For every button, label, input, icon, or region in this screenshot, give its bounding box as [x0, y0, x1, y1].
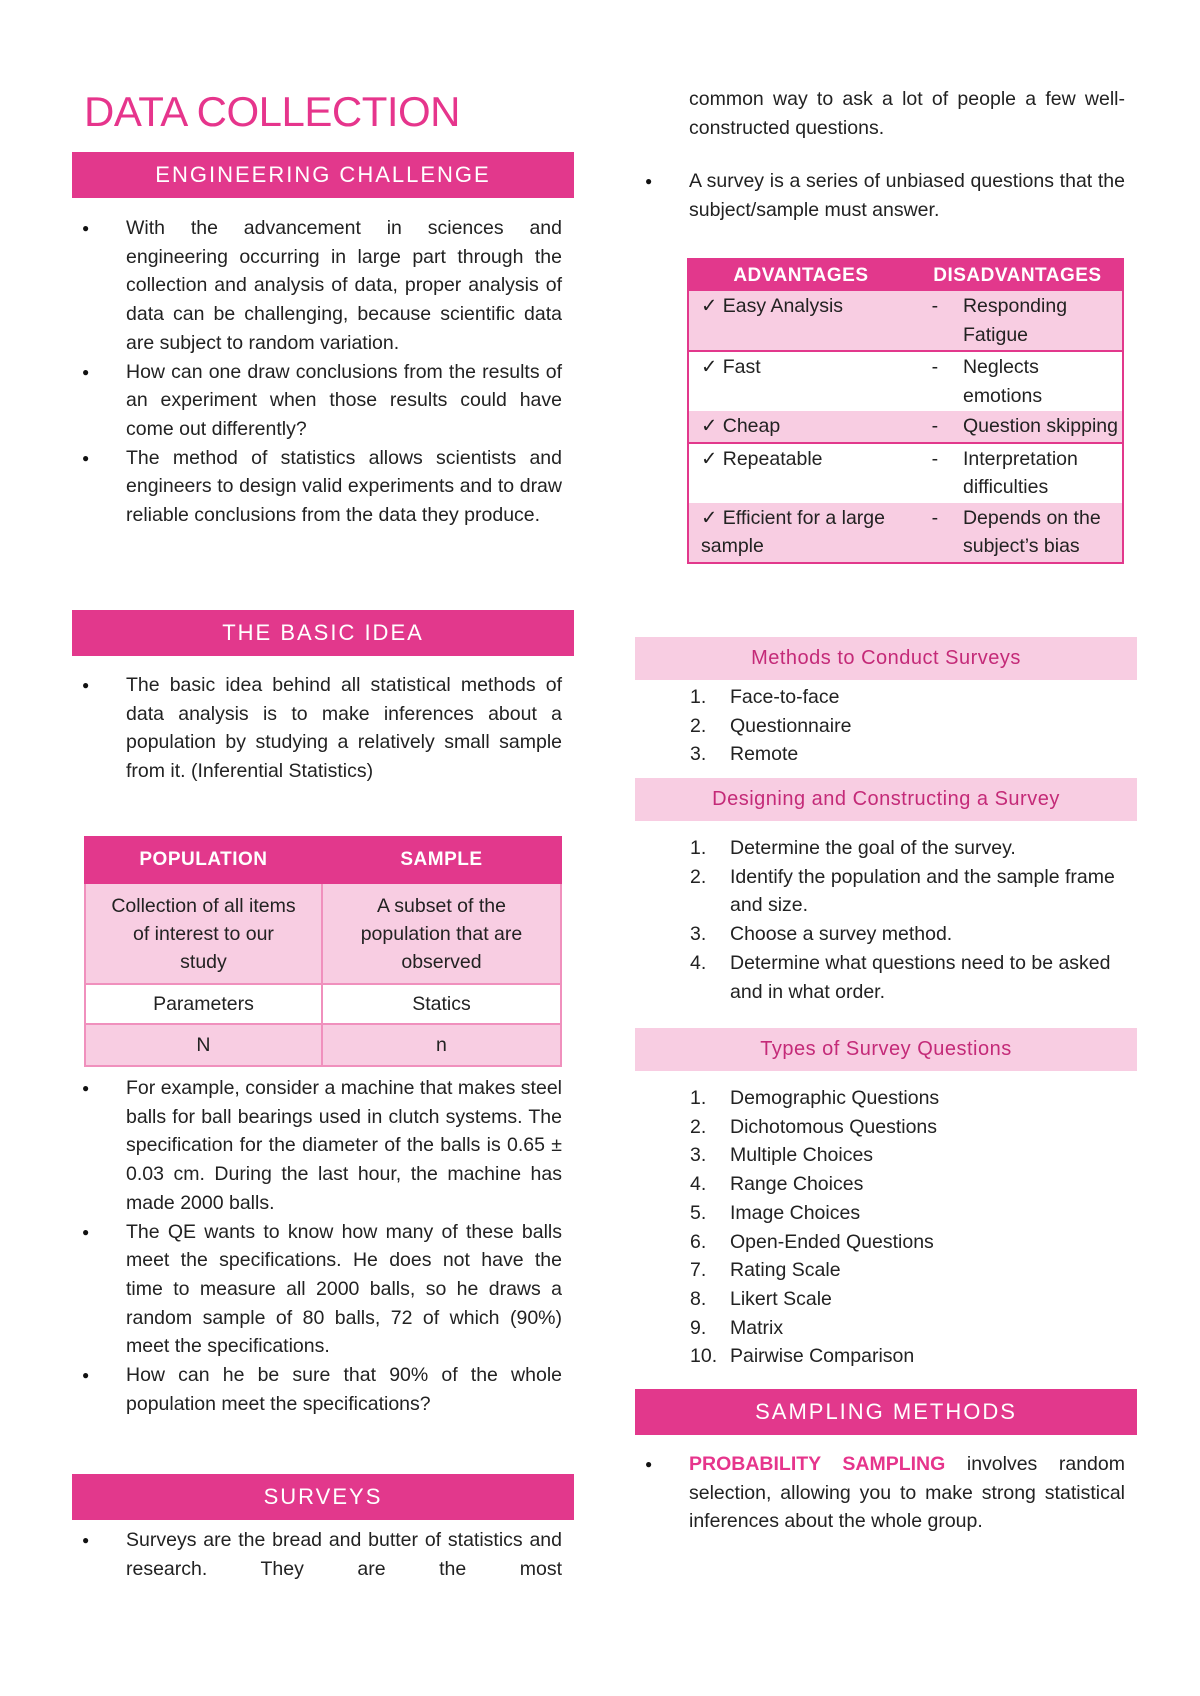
section-heading-surveys: SURVEYS: [72, 1474, 574, 1520]
list-item: 1. Demographic Questions: [690, 1087, 940, 1109]
list-item: 3. Choose a survey method.: [690, 923, 953, 946]
list-item: ● The QE wants to know how many of these balls meet the specifications. He does not have the time to measure all 2000 balls, so he draws a random sample of 80 balls, 72 of which (90%) meet the specifications.: [72, 1218, 562, 1362]
subheading-designing: Designing and Constructing a Survey: [635, 778, 1137, 821]
list-item-text: Image Choices: [730, 1201, 861, 1224]
table-row: [85, 883, 561, 984]
list-item-text: Multiple Choices: [730, 1144, 874, 1167]
list-item-text: Remote: [730, 743, 799, 766]
table-cell: Collection of all items of interest to our study: [85, 883, 322, 984]
dash-cell: -: [913, 411, 957, 443]
basic-idea-example-list: [72, 1074, 562, 1418]
table-row: [688, 443, 1123, 503]
disadvantage-cell: Question skipping: [957, 411, 1123, 443]
list-item: ● The basic idea behind all statistical methods of data analysis is to make inferences about a population by studying a relatively small sample from it. (Inferential Statistics): [72, 671, 562, 786]
list-item: 2. Dichotomous Questions: [690, 1115, 938, 1138]
types-list: [635, 1084, 1137, 1371]
list-item-text: Face-to-face: [730, 686, 840, 708]
subheading-methods: Methods to Conduct Surveys: [635, 637, 1137, 680]
subheading-types: Types of Survey Questions: [635, 1028, 1137, 1071]
disadvantage-cell: Interpretation difficulties: [957, 443, 1123, 503]
advantage-cell: ✓ Efficient for a large sample: [688, 503, 913, 563]
list-item-text: Demographic Questions: [730, 1087, 940, 1109]
table-row: [688, 503, 1123, 563]
list-item: [635, 1450, 1125, 1536]
list-item: 3. Multiple Choices: [690, 1144, 874, 1167]
advantage-cell: ✓ Easy Analysis: [688, 291, 913, 351]
probability-sampling-highlight: PROBABILITY SAMPLING: [689, 1453, 946, 1475]
list-item: 9. Matrix: [690, 1316, 784, 1339]
list-item-text: Range Choices: [730, 1173, 864, 1196]
list-item: 4. Determine what questions need to be asked and in what order.: [690, 951, 1111, 1003]
population-sample-table: [84, 836, 562, 1067]
list-item: ● A survey is a series of unbiased questions that the subject/sample must answer.: [635, 167, 1125, 224]
dash-cell: -: [913, 291, 957, 351]
dash-cell: -: [913, 351, 957, 411]
list-item: ● How can one draw conclusions from the results of an experiment when those results could have come out differently?: [72, 358, 562, 444]
advantages-disadvantages-table: [687, 258, 1124, 564]
section-heading-engineering-challenge: ENGINEERING CHALLENGE: [72, 152, 574, 198]
table-cell: Statics: [322, 984, 561, 1024]
advantage-cell: ✓ Fast: [688, 351, 913, 411]
list-item-text: Matrix: [730, 1316, 784, 1339]
list-item: 1. Determine the goal of the survey.: [690, 837, 1016, 859]
table-cell: n: [322, 1024, 561, 1066]
list-item: 6. Open-Ended Questions: [690, 1230, 934, 1253]
table-row: [688, 291, 1123, 351]
list-item-text: Choose a survey method.: [730, 923, 953, 946]
advantage-cell: ✓ Cheap: [688, 411, 913, 443]
list-item: ● For example, consider a machine that makes steel balls for ball bearings used in clutch systems. The specification for the diameter of the balls is 0.65 ± 0.03 cm. During the last hour, the machine has made 2000 balls.: [72, 1074, 562, 1218]
list-item: 5. Image Choices: [690, 1201, 861, 1224]
list-item-text: Questionnaire: [730, 714, 852, 737]
designing-list: [635, 834, 1133, 1006]
list-item-text: Determine what questions need to be asked and in what order.: [730, 951, 1111, 1003]
section-heading-sampling-methods: SAMPLING METHODS: [635, 1389, 1137, 1435]
dash-cell: -: [913, 443, 957, 503]
list-item-text: Pairwise Comparison: [730, 1345, 915, 1368]
disadvantage-cell: Neglects emotions: [957, 351, 1123, 411]
list-item: 2. Identify the population and the sample frame and size.: [690, 865, 1115, 917]
list-item-text: Rating Scale: [730, 1259, 841, 1282]
table-header-advantages: ADVANTAGES: [688, 259, 913, 291]
list-item: 8. Likert Scale: [690, 1287, 832, 1310]
list-item-text: Open-Ended Questions: [730, 1230, 934, 1253]
list-item-text: Likert Scale: [730, 1287, 832, 1310]
table-cell: A subset of the population that are observed: [322, 883, 561, 984]
list-item: 4. Range Choices: [690, 1173, 864, 1196]
table-row: [688, 351, 1123, 411]
probability-sampling-text: involves random selection, allowing you to make strong statistical inferences about the whole group.: [689, 1453, 1125, 1533]
basic-idea-intro-list: [72, 671, 562, 786]
list-item: 1. Face-to-face: [690, 686, 840, 708]
document-title: DATA COLLECTION: [84, 88, 461, 135]
list-item: ● Surveys are the bread and butter of statistics and research. They are the most: [72, 1526, 562, 1583]
methods-list: [635, 683, 1137, 769]
table-row: [85, 1024, 561, 1066]
list-item: ● How can he be sure that 90% of the whole population meet the specifications?: [72, 1361, 562, 1418]
list-item: ● The method of statistics allows scientists and engineers to design valid experiments and to draw reliable conclusions from the data they produce.: [72, 444, 562, 530]
list-item-text: Dichotomous Questions: [730, 1115, 938, 1138]
table-cell: Parameters: [85, 984, 322, 1024]
table-header-population: POPULATION: [85, 837, 322, 883]
list-item: 2. Questionnaire: [690, 714, 852, 737]
list-item-text: Determine the goal of the survey.: [730, 837, 1016, 859]
sampling-methods-list: [635, 1450, 1125, 1536]
advantage-cell: ✓ Repeatable: [688, 443, 913, 503]
table-row: [688, 411, 1123, 443]
disadvantage-cell: Depends on the subject’s bias: [957, 503, 1123, 563]
table-row: [85, 984, 561, 1024]
engineering-challenge-list: [72, 214, 562, 530]
list-item: 3. Remote: [690, 743, 799, 766]
dash-cell: -: [913, 503, 957, 563]
list-item: 7. Rating Scale: [690, 1259, 841, 1282]
list-item-text: Identify the population and the sample frame and size.: [730, 865, 1115, 917]
disadvantage-cell: Responding Fatigue: [957, 291, 1123, 351]
surveys-continued-text: common way to ask a lot of people a few well-constructed questions.: [689, 88, 1125, 139]
surveys-list-part1: [72, 1526, 562, 1583]
list-item: ● With the advancement in sciences and engineering occurring in large part through the collection and analysis of data, proper analysis of data can be challenging, because scientific data are subject to random variation.: [72, 214, 562, 358]
table-header-disadvantages: DISADVANTAGES: [913, 259, 1123, 291]
section-heading-basic-idea: THE BASIC IDEA: [72, 610, 574, 656]
table-cell: N: [85, 1024, 322, 1066]
list-item: 10. Pairwise Comparison: [690, 1345, 915, 1368]
table-header-sample: SAMPLE: [322, 837, 561, 883]
surveys-list-part2: [635, 167, 1125, 224]
